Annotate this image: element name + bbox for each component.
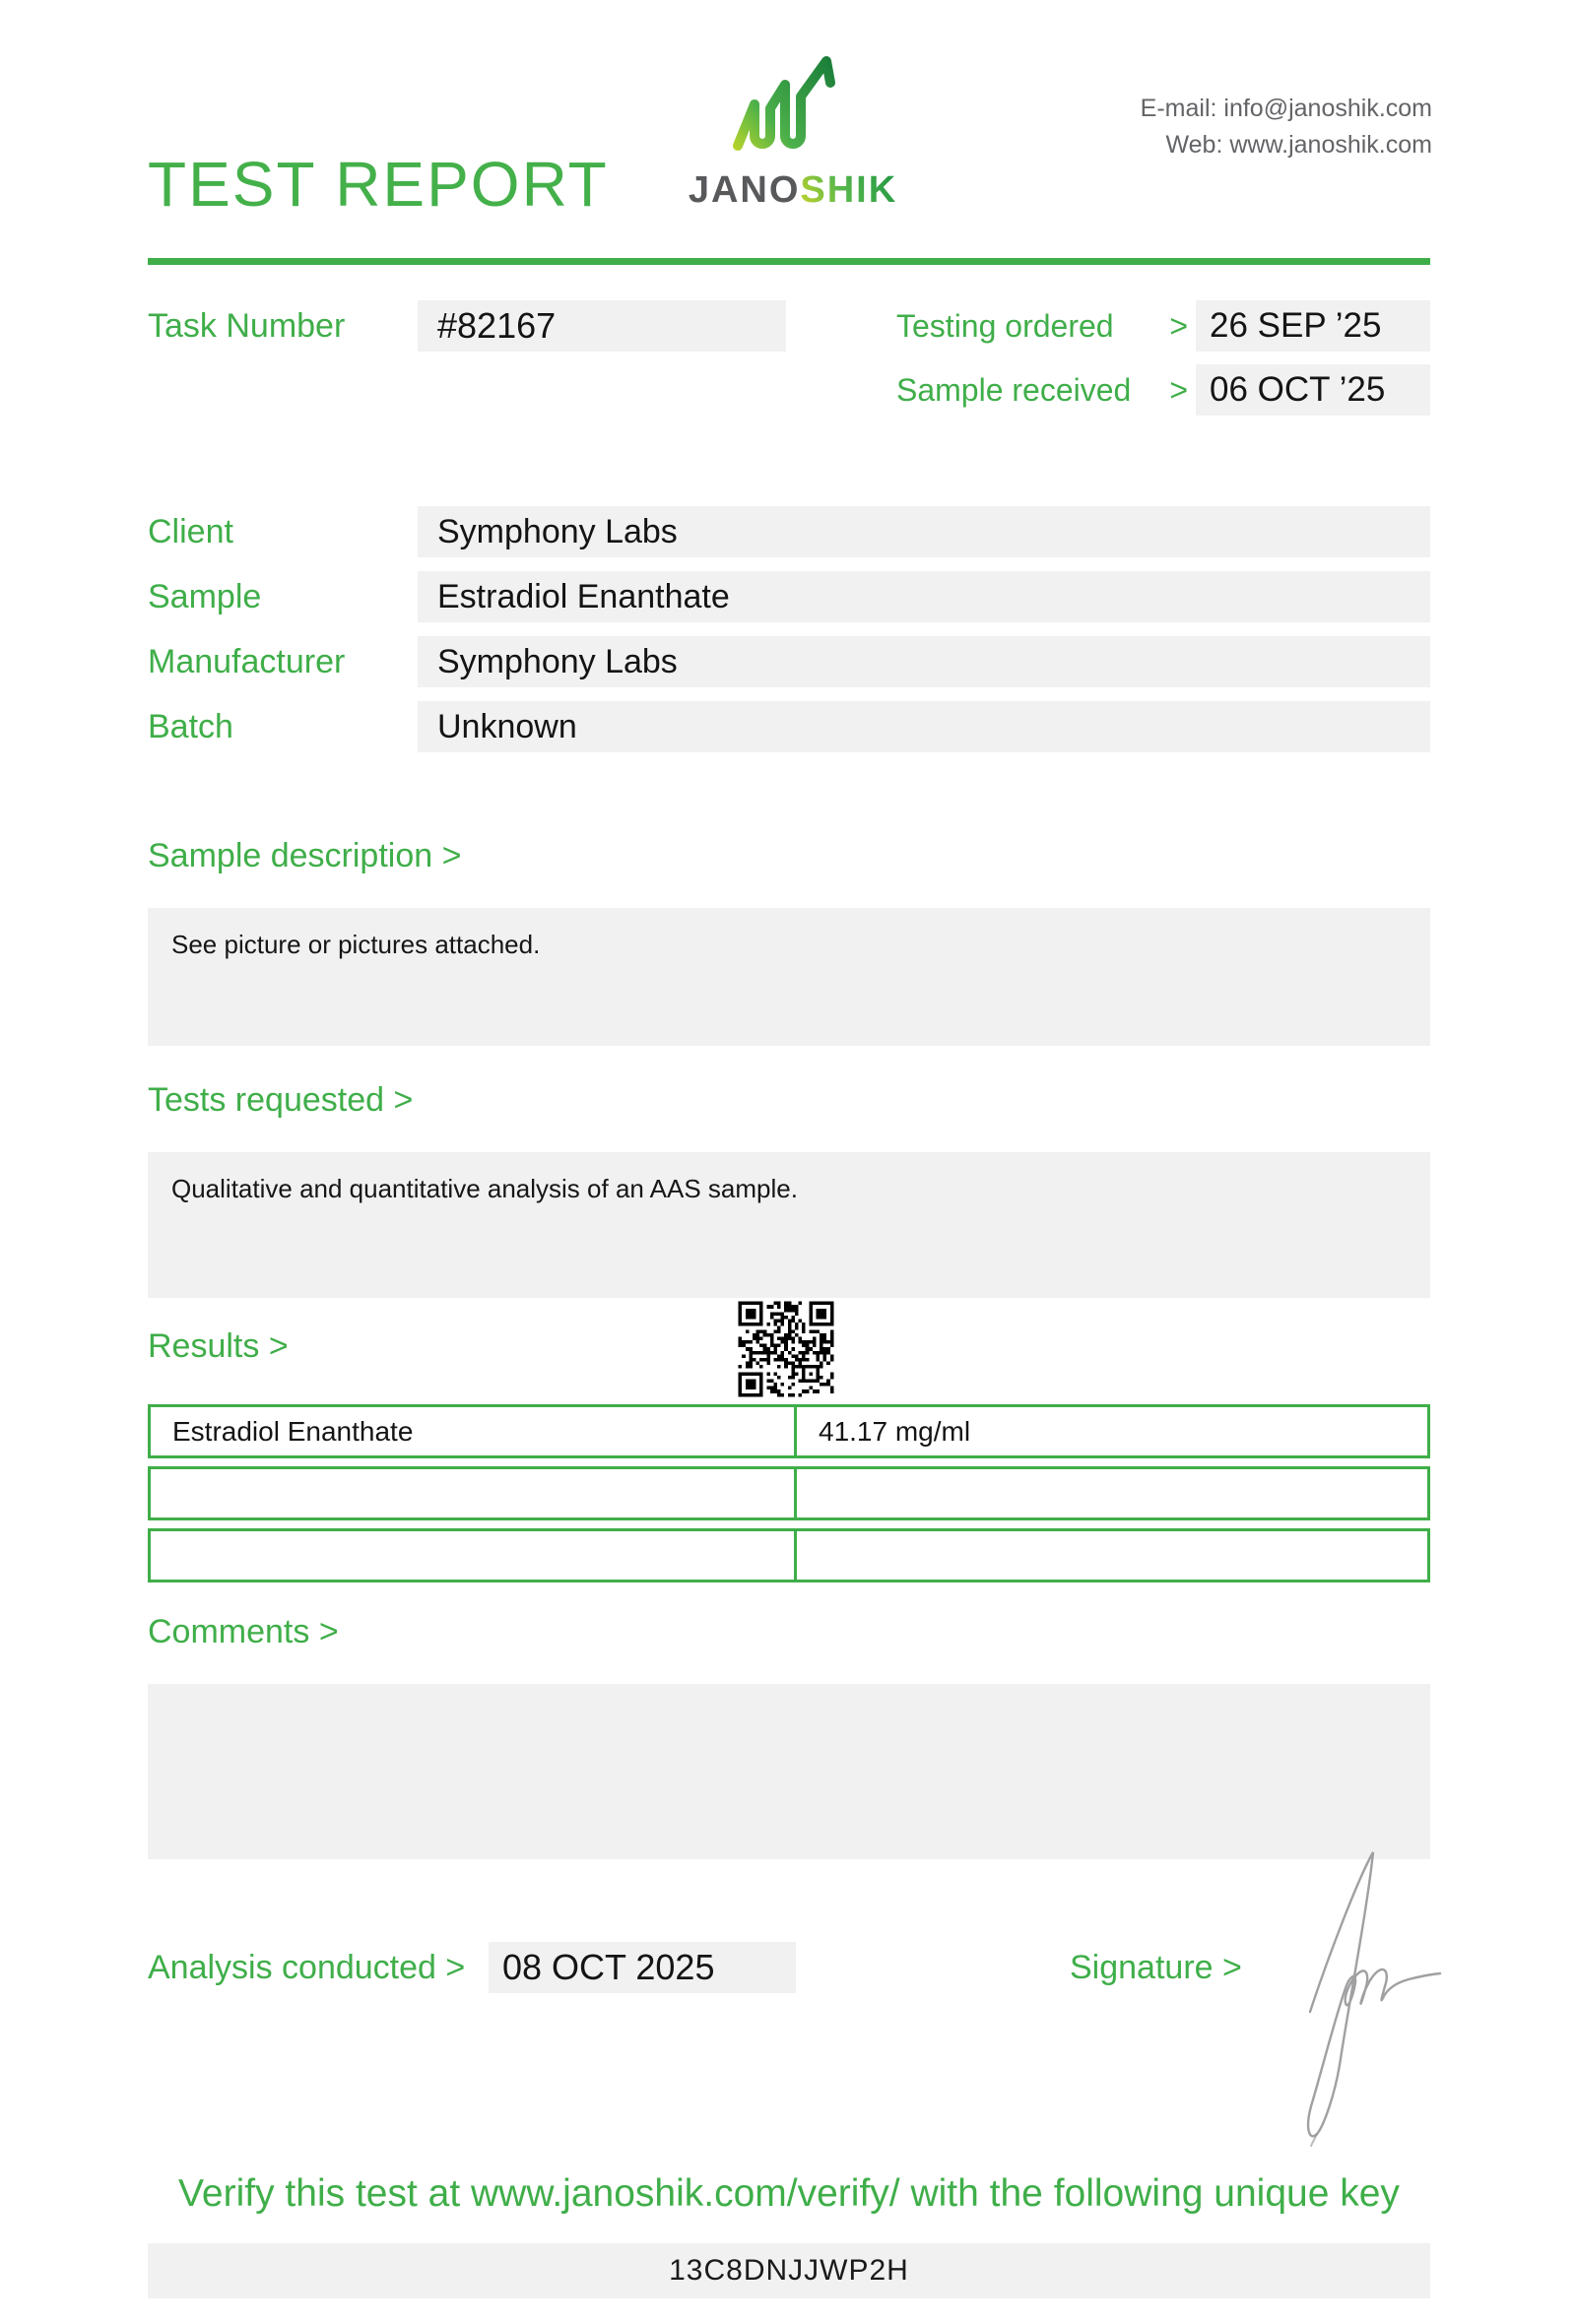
sample-received-value: 06 OCT ’25: [1196, 364, 1430, 416]
sample-description-box: See picture or pictures attached.: [148, 908, 1430, 1046]
sample-received-arrow: >: [1169, 371, 1188, 408]
analysis-conducted-label: Analysis conducted >: [148, 1948, 466, 1986]
contact-web-line: [1141, 127, 1432, 163]
qr-code: [735, 1298, 837, 1400]
comments-box: [148, 1684, 1430, 1859]
testing-ordered-arrow: >: [1169, 307, 1188, 344]
sample-received-text: Sample received: [896, 371, 1132, 408]
results-heading: Results >: [148, 1327, 289, 1365]
manufacturer-value: Symphony Labs: [418, 636, 1430, 687]
result-value: [797, 1469, 1427, 1517]
results-table-row: [148, 1528, 1430, 1582]
logo-wordmark: [650, 169, 936, 212]
client-value: Symphony Labs: [418, 506, 1430, 557]
tests-requested-box: Qualitative and quantitative analysis of an AAS sample.: [148, 1152, 1430, 1298]
sample-label: Sample: [148, 577, 262, 615]
tests-requested-heading: Tests requested >: [148, 1081, 414, 1119]
analysis-date-value: 08 OCT 2025: [489, 1942, 796, 1993]
web-label: Web:: [1165, 131, 1223, 159]
comments-heading: Comments >: [148, 1613, 339, 1650]
email-label: E-mail:: [1140, 95, 1217, 122]
client-label: Client: [148, 512, 233, 550]
contact-block: [1141, 91, 1432, 163]
result-analyte: [151, 1531, 794, 1580]
logo-text-jano: JANO: [688, 169, 801, 211]
batch-value: Unknown: [418, 701, 1430, 752]
batch-label: Batch: [148, 707, 233, 745]
testing-ordered-label: [896, 300, 1188, 352]
email-value: info@janoshik.com: [1223, 95, 1432, 122]
task-number-value: #82167: [418, 300, 786, 352]
manufacturer-label: Manufacturer: [148, 642, 346, 680]
unique-key-value: 13C8DNJJWP2H: [148, 2243, 1430, 2298]
signature-scribble: [1273, 1840, 1460, 2151]
result-analyte: [151, 1469, 794, 1517]
result-value: 41.17 mg/ml: [819, 1415, 971, 1447]
header-divider: [148, 258, 1430, 265]
testing-ordered-text: Testing ordered: [896, 307, 1114, 344]
chart-growth-icon: [728, 49, 858, 163]
web-value: www.janoshik.com: [1229, 131, 1432, 159]
janoshik-logo: [650, 49, 936, 212]
results-table-row: [148, 1404, 1430, 1458]
sample-value: Estradiol Enanthate: [418, 571, 1430, 622]
page-title: TEST REPORT: [148, 149, 609, 220]
logo-text-shik: SHIK: [800, 169, 898, 211]
sample-description-heading: Sample description >: [148, 837, 462, 874]
sample-received-label: [896, 364, 1188, 416]
result-analyte: Estradiol Enanthate: [172, 1415, 414, 1447]
signature-label: Signature >: [1070, 1948, 1242, 1986]
verify-instruction: Verify this test at www.janoshik.com/verify/ with the following unique key: [178, 2172, 1400, 2215]
testing-ordered-value: 26 SEP ’25: [1196, 300, 1430, 352]
results-table-row: [148, 1466, 1430, 1520]
contact-email-line: [1141, 91, 1432, 127]
task-number-label: Task Number: [148, 306, 346, 345]
result-value: [797, 1531, 1427, 1580]
